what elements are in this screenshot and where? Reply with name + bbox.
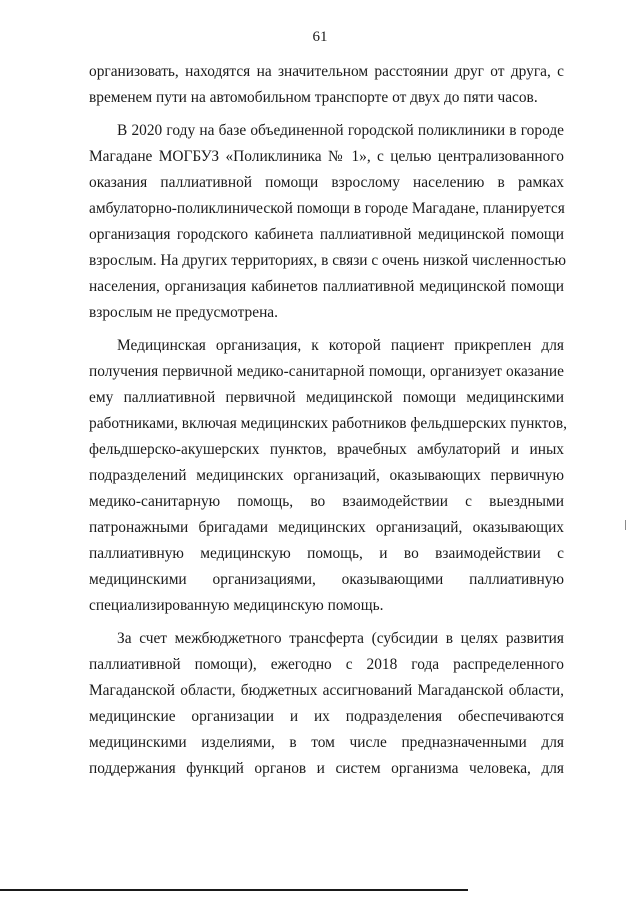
text-line: амбулаторно-поликлинической помощи в городе Магадане, планируется bbox=[89, 200, 565, 217]
text-line: паллиативную медицинскую помощь, и во взаимодействии с bbox=[89, 545, 564, 562]
text-line: работниками, включая медицинских работников фельдшерских пунктов, bbox=[89, 415, 567, 432]
text-line: ему паллиативной первичной медицинской помощи медицинскими bbox=[89, 389, 564, 406]
text-line: специализированную медицинскую помощь. bbox=[89, 597, 384, 614]
text-line: временем пути на автомобильном транспорте от двух до пяти часов. bbox=[89, 89, 538, 106]
text-line: медицинскими организациями, оказывающими паллиативную bbox=[89, 571, 564, 588]
text-line: За счет межбюджетного трансферта (субсидии в целях развития bbox=[117, 630, 564, 647]
text-line: Магадане МОГБУЗ «Поликлиника № 1», с целью централизованного bbox=[89, 148, 564, 165]
text-line: фельдшерско-акушерских пунктов, врачебных амбулаторий и иных bbox=[89, 441, 564, 458]
text-line: Медицинская организация, к которой пациент прикреплен для bbox=[117, 337, 564, 354]
text-line: поддержания функций органов и систем организма человека, для bbox=[89, 760, 564, 777]
text-line: взрослым не предусмотрена. bbox=[89, 304, 278, 321]
text-line: населения, организация кабинетов паллиативной медицинской помощи bbox=[89, 278, 564, 295]
body-text bbox=[89, 59, 567, 782]
text-line: В 2020 году на базе объединенной городской поликлиники в городе bbox=[117, 122, 564, 139]
text-line: медицинские организации и их подразделения обеспечиваются bbox=[89, 708, 564, 725]
scan-mark bbox=[625, 520, 626, 530]
text-line: взрослым. На других территориях, в связи с очень низкой численностью bbox=[89, 252, 566, 269]
text-line: организовать, находятся на значительном расстоянии друг от друга, с bbox=[89, 63, 564, 80]
page-number: 61 bbox=[312, 29, 328, 45]
paragraph-1 bbox=[89, 59, 564, 111]
paragraph-3 bbox=[89, 333, 567, 619]
text-line: паллиативной помощи), ежегодно с 2018 года распределенного bbox=[89, 656, 564, 673]
text-line: медико-санитарную помощь, во взаимодействии с выездными bbox=[89, 493, 564, 510]
text-line: медицинскими изделиями, в том числе предназначенными для bbox=[89, 734, 564, 751]
text-line: организация городского кабинета паллиативной медицинской помощи bbox=[89, 226, 564, 243]
text-line: Магаданской области, бюджетных ассигнований Магаданской области, bbox=[89, 682, 564, 699]
paragraph-4 bbox=[89, 626, 564, 782]
text-line: подразделений медицинских организаций, оказывающих первичную bbox=[89, 467, 564, 484]
text-line: патронажными бригадами медицинских организаций, оказывающих bbox=[89, 519, 564, 536]
paragraph-2 bbox=[89, 118, 564, 326]
text-line: оказания паллиативной помощи взрослому населению в рамках bbox=[89, 174, 564, 191]
footer-rule bbox=[0, 889, 468, 891]
text-line: получения первичной медико-санитарной помощи, организует оказание bbox=[89, 363, 564, 380]
